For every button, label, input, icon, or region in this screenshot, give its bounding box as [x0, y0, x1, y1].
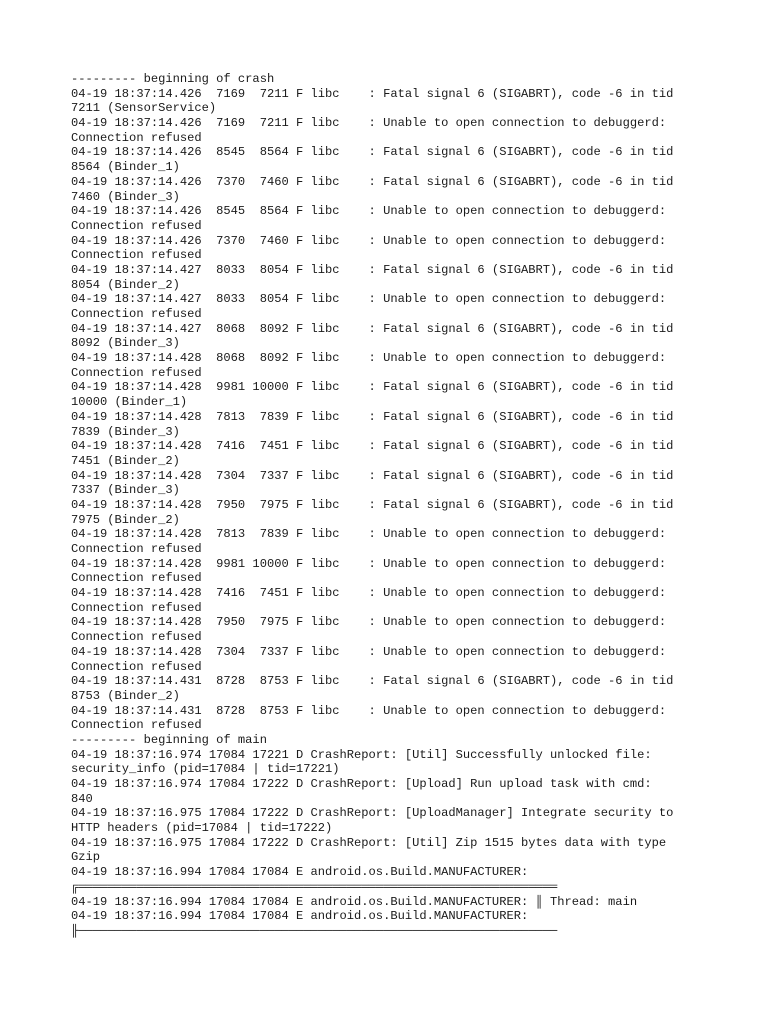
- log-line: 04-19 18:37:16.994 17084 17084 E android.os.Build.MANUFACTURER:: [71, 909, 529, 924]
- log-line: 8092 (Binder_3): [71, 336, 180, 351]
- log-line: Connection refused: [71, 571, 202, 586]
- log-line: 04-19 18:37:14.428 7416 7451 F libc : Fatal signal 6 (SIGABRT), code -6 in tid: [71, 439, 674, 454]
- log-line: 10000 (Binder_1): [71, 395, 188, 410]
- log-line: HTTP headers (pid=17084 | tid=17222): [71, 821, 333, 836]
- log-line: 04-19 18:37:16.975 17084 17222 D CrashReport: [UploadManager] Integrate security to: [71, 806, 674, 821]
- log-line: 04-19 18:37:14.428 7416 7451 F libc : Unable to open connection to debuggerd:: [71, 586, 667, 601]
- log-line: 04-19 18:37:14.427 8068 8092 F libc : Fatal signal 6 (SIGABRT), code -6 in tid: [71, 321, 674, 336]
- log-line: 840: [71, 791, 93, 806]
- log-line: 7451 (Binder_2): [71, 453, 180, 468]
- log-line: 04-19 18:37:14.428 7304 7337 F libc : Unable to open connection to debuggerd:: [71, 644, 667, 659]
- log-line: Connection refused: [71, 130, 202, 145]
- log-line: Gzip: [71, 850, 101, 865]
- log-line: Connection refused: [71, 307, 202, 321]
- log-line: 8054 (Binder_2): [71, 277, 180, 292]
- log-line: 7839 (Binder_3): [71, 424, 180, 439]
- log-line: 7975 (Binder_2): [71, 512, 180, 527]
- log-line: 04-19 18:37:14.426 7169 7211 F libc : Fatal signal 6 (SIGABRT), code -6 in tid: [71, 86, 674, 101]
- log-line: 04-19 18:37:14.426 8545 8564 F libc : Fatal signal 6 (SIGABRT), code -6 in tid: [71, 145, 674, 160]
- log-line: Connection refused: [71, 542, 202, 556]
- log-line: --------- beginning of crash: [71, 72, 275, 86]
- log-line: 04-19 18:37:14.427 8033 8054 F libc : Fatal signal 6 (SIGABRT), code -6 in tid: [71, 262, 674, 277]
- log-line: 04-19 18:37:14.426 7370 7460 F libc : Fatal signal 6 (SIGABRT), code -6 in tid: [71, 174, 674, 189]
- log-line: Connection refused: [71, 218, 202, 233]
- log-line: security_info (pid=17084 | tid=17221): [71, 762, 340, 777]
- log-line: 04-19 18:37:14.427 8033 8054 F libc : Unable to open connection to debuggerd:: [71, 292, 667, 307]
- log-line: 04-19 18:37:16.994 17084 17084 E android.os.Build.MANUFACTURER:: [71, 865, 529, 880]
- log-line: 8564 (Binder_1): [71, 160, 180, 175]
- log-line: 04-19 18:37:14.426 8545 8564 F libc : Unable to open connection to debuggerd:: [71, 204, 667, 219]
- log-line: Connection refused: [71, 659, 202, 674]
- log-line: 04-19 18:37:14.426 7169 7211 F libc : Unable to open connection to debuggerd:: [71, 116, 667, 131]
- log-line: 04-19 18:37:16.975 17084 17222 D CrashReport: [Util] Zip 1515 bytes data with type: [71, 835, 667, 850]
- log-line: 7337 (Binder_3): [71, 483, 180, 498]
- log-line: 04-19 18:37:14.428 8068 8092 F libc : Unable to open connection to debuggerd:: [71, 351, 667, 366]
- log-line: Connection refused: [71, 365, 202, 380]
- log-line: 7460 (Binder_3): [71, 189, 180, 204]
- log-line: Connection refused: [71, 630, 202, 645]
- log-line: 04-19 18:37:16.974 17084 17222 D CrashReport: [Upload] Run upload task with cmd:: [71, 777, 652, 791]
- log-line: 04-19 18:37:14.428 7813 7839 F libc : Fatal signal 6 (SIGABRT), code -6 in tid: [71, 409, 674, 424]
- log-line: --------- beginning of main: [71, 732, 267, 747]
- log-line: ╔══════════════════════════════════════════════════════════════════: [71, 879, 558, 894]
- log-line: 04-19 18:37:14.431 8728 8753 F libc : Fatal signal 6 (SIGABRT), code -6 in tid: [71, 674, 674, 689]
- log-line: 04-19 18:37:14.428 7813 7839 F libc : Unable to open connection to debuggerd:: [71, 527, 667, 542]
- log-line: 04-19 18:37:14.428 7950 7975 F libc : Fatal signal 6 (SIGABRT), code -6 in tid: [71, 497, 674, 512]
- log-line: 04-19 18:37:16.994 17084 17084 E android.os.Build.MANUFACTURER: ║ Thread: main: [71, 894, 638, 909]
- log-line: 04-19 18:37:14.426 7370 7460 F libc : Unable to open connection to debuggerd:: [71, 233, 667, 248]
- log-document: [71, 72, 711, 939]
- log-line: 04-19 18:37:14.428 9981 10000 F libc : Fatal signal 6 (SIGABRT), code -6 in tid: [71, 380, 674, 395]
- log-line: Connection refused: [71, 600, 202, 615]
- log-line: 04-19 18:37:14.428 7304 7337 F libc : Fatal signal 6 (SIGABRT), code -6 in tid: [71, 468, 674, 483]
- log-line: Connection refused: [71, 718, 202, 733]
- log-line: 04-19 18:37:14.428 9981 10000 F libc : Unable to open connection to debuggerd:: [71, 556, 667, 571]
- log-line: 8753 (Binder_2): [71, 688, 180, 703]
- log-line: Connection refused: [71, 248, 202, 263]
- log-line: 7211 (SensorService): [71, 101, 217, 116]
- log-line: 04-19 18:37:14.431 8728 8753 F libc : Unable to open connection to debuggerd:: [71, 703, 667, 718]
- log-line: 04-19 18:37:14.428 7950 7975 F libc : Unable to open connection to debuggerd:: [71, 615, 667, 630]
- log-line: 04-19 18:37:16.974 17084 17221 D CrashReport: [Util] Successfully unlocked file:: [71, 747, 652, 762]
- log-line: ╟──────────────────────────────────────────────────────────────────: [71, 923, 558, 938]
